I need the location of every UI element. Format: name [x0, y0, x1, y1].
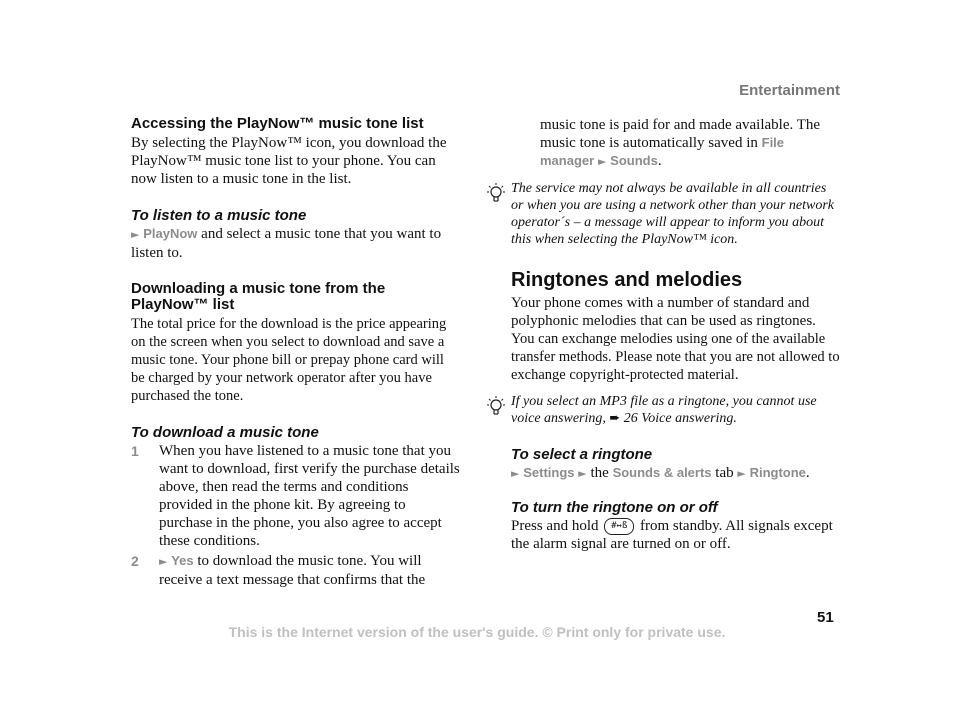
select-ringtone-heading: To select a ringtone	[511, 446, 653, 463]
ringtones-body-2: You can exchange melodies using one of the available transfer methods. Please note that you are not allowed to exchange copyright-protected material.	[511, 331, 840, 383]
note2-ref: 26 Voice answering.	[620, 411, 737, 426]
left-column	[131, 116, 461, 589]
turn-ringtone-heading: To turn the ringtone on or off	[511, 499, 718, 516]
note-text: The service may not always be available in all countries or when you are using a network other than your network operator´s – a message will appear to inform you about this when selecting the PlayNow™ icon.	[511, 181, 835, 247]
arrow-icon: ►	[597, 155, 607, 168]
note-2	[511, 393, 841, 427]
menu-sounds-alerts: Sounds & alerts	[612, 465, 712, 480]
menu-sounds: Sounds	[610, 153, 658, 168]
arrow-icon: ►	[578, 467, 587, 480]
continuation-end: .	[657, 153, 662, 169]
press-hold-text: Press and hold	[511, 518, 603, 534]
listen-instruction	[131, 225, 461, 262]
lightbulb-icon	[487, 393, 509, 422]
step2-text: to download the music tone. You will receive a text message that confirms that the	[159, 553, 426, 588]
hash-key-icon: #↔ß	[604, 518, 634, 535]
turn-ringtone-instruction	[511, 517, 841, 553]
arrow-icon: ►	[131, 228, 140, 241]
menu-playnow: PlayNow	[143, 226, 198, 241]
the-text: the	[586, 465, 613, 481]
standby-text: from standby. All signals except the alarm signal are turned on or off.	[511, 518, 833, 553]
tab-text: tab	[711, 465, 738, 481]
continuation-body: music tone is paid for and made available. The music tone is automatically saved in	[540, 117, 821, 151]
arrow-icon: ►	[737, 467, 746, 480]
lightbulb-icon	[487, 180, 509, 209]
note-1	[511, 180, 841, 248]
accessing-body: By selecting the PlayNow™ icon, you download the PlayNow™ music tone list to your phone. You can now listen to a music tone in the list.	[131, 135, 447, 187]
arrow-icon: ►	[159, 555, 168, 568]
end-text: .	[805, 465, 810, 481]
step-text	[159, 552, 461, 589]
note2-body: If you select an MP3 file as a ringtone, you cannot use voice answering,	[511, 394, 817, 426]
menu-settings: Settings	[523, 465, 575, 480]
right-column	[511, 180, 841, 553]
step-2	[131, 552, 461, 589]
section-header: Entertainment	[739, 82, 840, 99]
menu-yes: Yes	[171, 553, 194, 568]
ringtones-heading: Ringtones and melodies	[511, 269, 743, 291]
arrow-icon: ►	[511, 467, 520, 480]
step-number: 2	[131, 553, 139, 569]
page-number: 51	[817, 609, 834, 626]
select-ringtone-instruction	[511, 464, 841, 483]
listen-heading: To listen to a music tone	[131, 207, 307, 224]
reference-arrow-icon: ➨	[609, 411, 621, 426]
listen-text: and select a music tone that you want to listen to.	[131, 226, 442, 261]
downloading-heading: Downloading a music tone from the PlayNow™ list	[131, 280, 386, 313]
step-text: When you have listened to a music tone that you want to download, first verify the purchase details above, then read the terms and conditions provided in the phone kit. By agreeing to purchase in the phone, you also agree to accept these conditions.	[159, 443, 460, 549]
menu-ringtone: Ringtone	[749, 465, 806, 480]
download-heading: To download a music tone	[131, 424, 319, 441]
footer-notice: This is the Internet version of the user's guide. © Print only for private use.	[228, 624, 726, 640]
right-continuation	[540, 116, 840, 171]
ringtones-body-1: Your phone comes with a number of standard and polyphonic melodies that can be used as ringtones.	[511, 295, 816, 329]
accessing-heading: Accessing the PlayNow™ music tone list	[131, 115, 424, 132]
menu-file-manager: File manager	[540, 135, 785, 168]
step-1	[131, 442, 461, 550]
downloading-body: The total price for the download is the price appearing on the screen when you select to download and save a music tone. Your phone bill or prepay phone card will be charged by your network operator after you have purchased the tone.	[131, 316, 447, 404]
note-text	[511, 393, 841, 427]
continuation-text	[540, 116, 840, 171]
step-number: 1	[131, 443, 139, 459]
